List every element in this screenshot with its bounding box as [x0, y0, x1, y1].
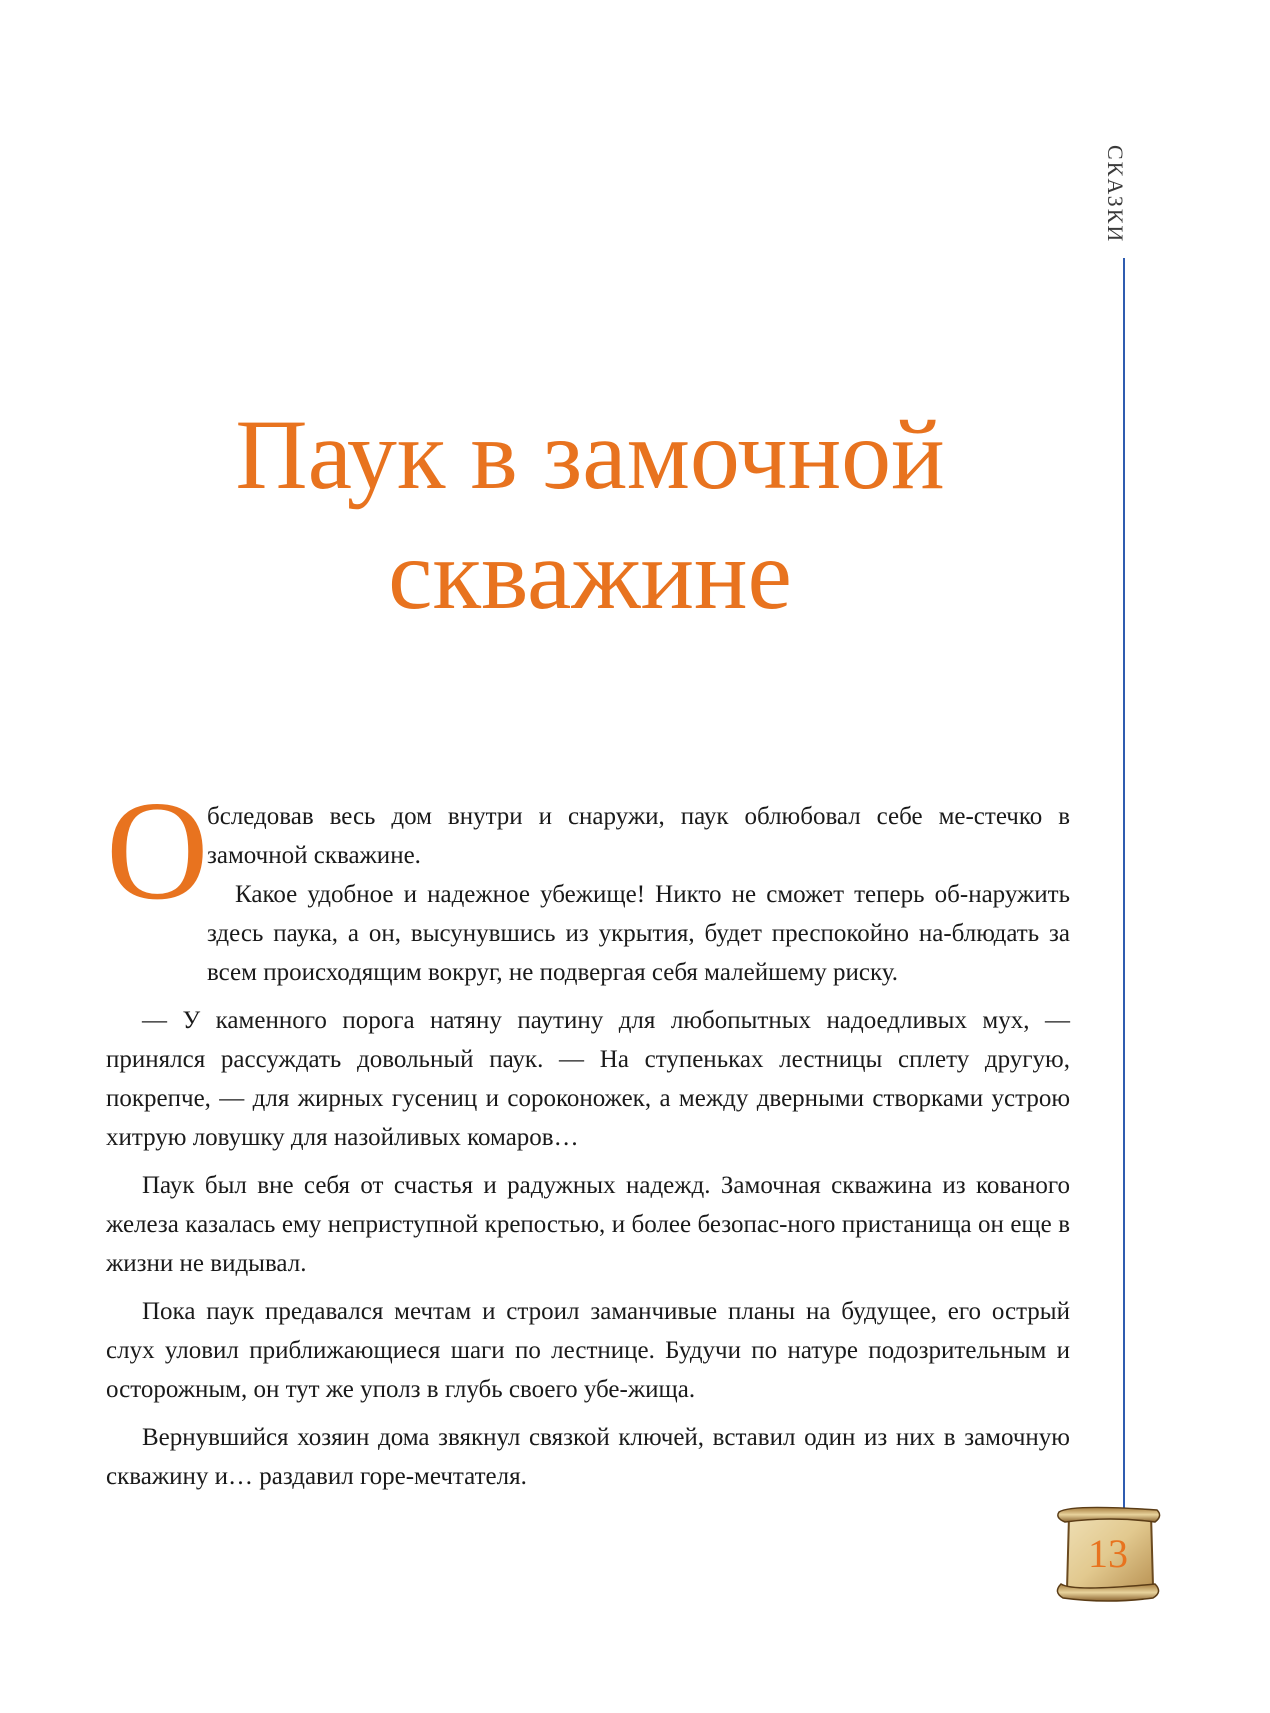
paragraph-6: Вернувшийся хозяин дома звякнул связкой ключей, вставил один из них в замочную скважину и… раздавил горе-мечтателя.: [106, 1424, 1070, 1490]
paragraph-1: бследовав весь дом внутри и снаружи, паук облюбовал себе ме-стечко в замочной скважине.: [207, 803, 1070, 869]
paragraph-5: Пока паук предавался мечтам и строил заманчивые планы на будущее, его острый слух уловил приближающиеся шаги по лестнице. Будучи по натуре подозрительным и осторожным, он тут же уполз в глубь своего убе-жища.: [106, 1298, 1070, 1403]
drop-cap: О: [106, 771, 209, 929]
running-head: СКАЗКИ: [1103, 145, 1128, 244]
paragraph-2: Какое удобное и надежное убежище! Никто не сможет теперь об-наружить здесь паука, а он, высунувшись из укрытия, будет преспокойно на-блюдать за всем происходящим вокруг, не подвергая себя малейшему риску.: [207, 881, 1070, 986]
page-number: 13: [1088, 1531, 1128, 1576]
story-title-line-2: скважине: [388, 519, 792, 630]
paragraph-4: Паук был вне себя от счастья и радужных надежд. Замочная скважина из кованого железа казалась ему неприступной крепостью, и более безопас-ного пристанища он еще в жизни не видывал.: [106, 1172, 1070, 1277]
story-title: [0, 395, 1180, 635]
paragraph-3: — У каменного порога натяну паутину для любопытных надоедливых мух, — принялся рассуждать довольный паук. — На ступеньках лестницы сплету другую, покрепче, — для жирных гусениц и сороконожек, а между дверными створками устрою хитрую ловушку для назойливых комаров…: [106, 1007, 1070, 1151]
story-title-line-1: Паук в замочной: [235, 399, 945, 510]
story-body: [106, 797, 1070, 1505]
